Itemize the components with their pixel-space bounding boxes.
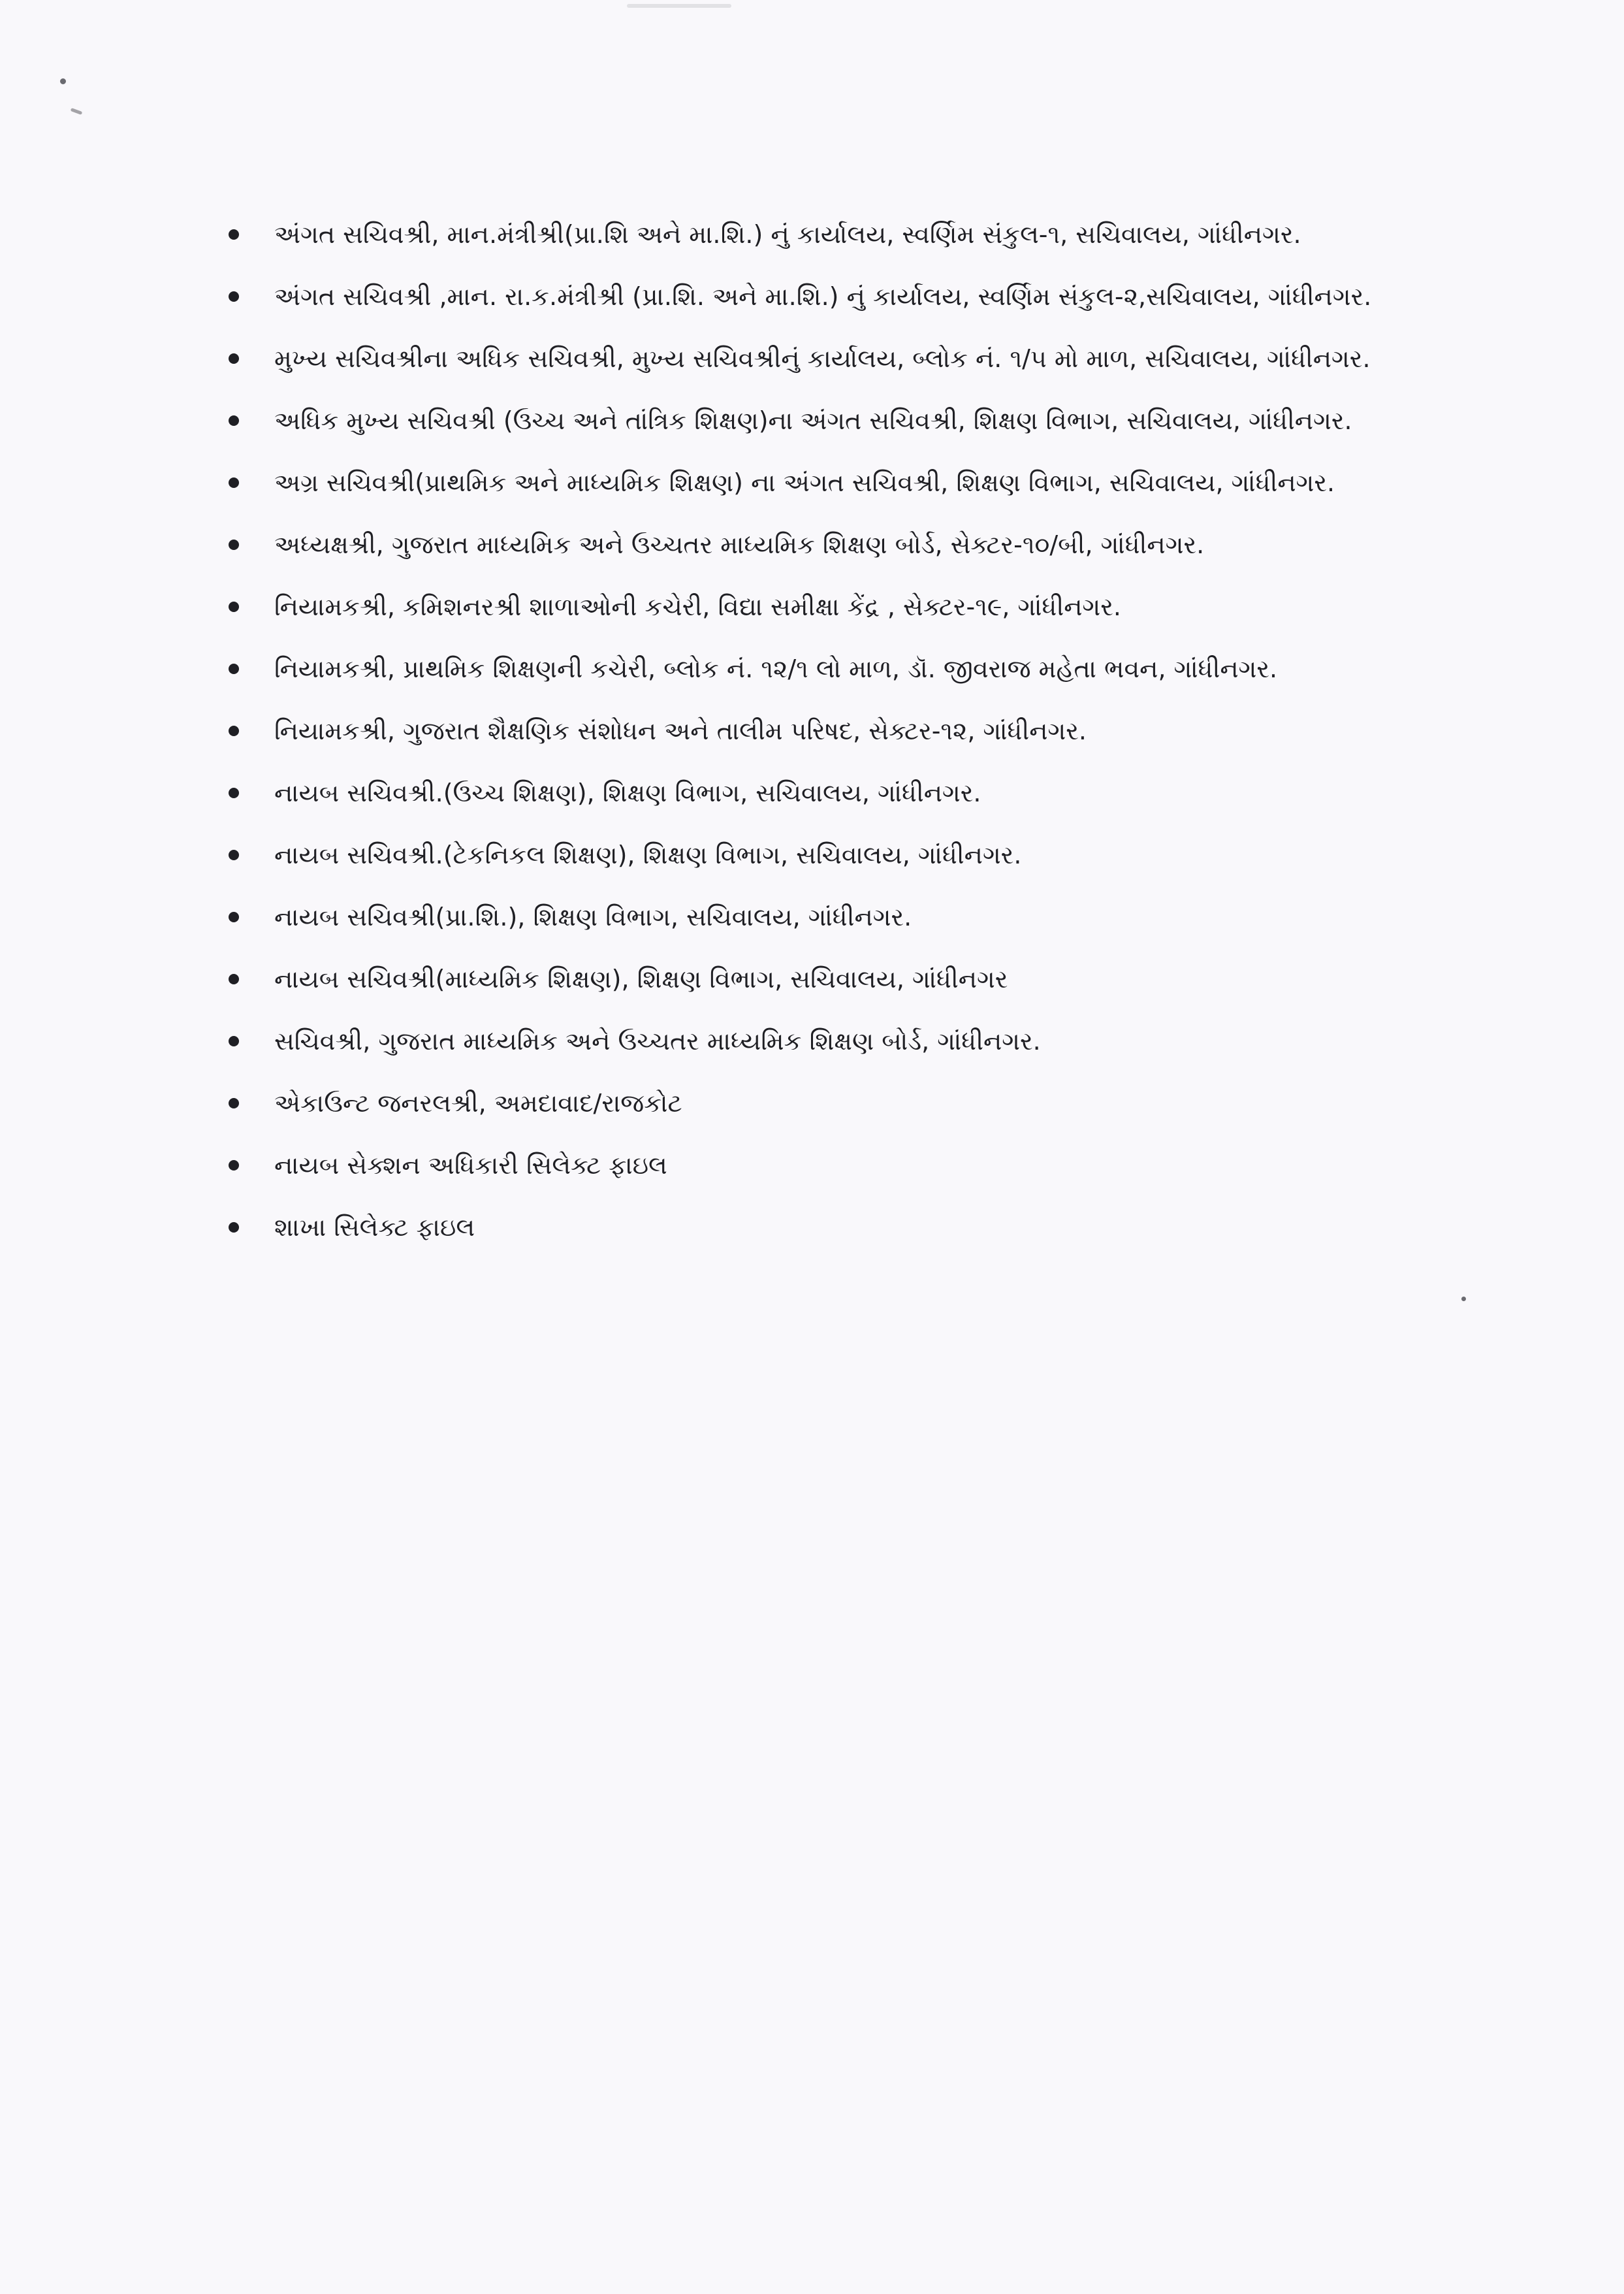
list-item (229, 266, 1574, 328)
bullet-icon (229, 1222, 239, 1233)
list-item (229, 204, 1574, 266)
recipient-text: અંગત સચિવશ્રી ,માન. રા.ક.મંત્રીશ્રી (પ્રા.શિ. અને મા.શિ.) નું કાર્યાલય, સ્વર્ણિમ સંકુલ-૨,સચિવાલય, ગાંધીનગર. (274, 282, 1372, 311)
bullet-icon (229, 850, 239, 860)
list-item (229, 948, 1574, 1010)
list-item (229, 824, 1574, 886)
bullet-icon (229, 415, 239, 426)
bullet-icon (229, 540, 239, 550)
bullet-icon (229, 353, 239, 364)
scan-speck (60, 78, 66, 84)
list-item (229, 1135, 1574, 1197)
recipient-text: નાયબ સચિવશ્રી.(ટેકનિકલ શિક્ષણ), શિક્ષણ વિભાગ, સચિવાલય, ગાંધીનગર. (274, 841, 1022, 869)
recipient-text: અગ્ર સચિવશ્રી(પ્રાથમિક અને માધ્યમિક શિક્ષણ) ના અંગત સચિવશ્રી, શિક્ષણ વિભાગ, સચિવાલય, ગાંધીનગર. (274, 468, 1335, 497)
bullet-icon (229, 1036, 239, 1046)
recipient-text: નિયામકશ્રી, પ્રાથમિક શિક્ષણની કચેરી, બ્લોક નં. ૧૨/૧ લો માળ, ડૉ. જીવરાજ મહેતા ભવન, ગાંધીનગર. (274, 654, 1278, 683)
list-item (229, 1010, 1574, 1073)
list-item (229, 514, 1574, 576)
list-item (229, 576, 1574, 638)
scan-smudge (627, 4, 731, 8)
bullet-icon (229, 788, 239, 798)
bullet-icon (229, 1098, 239, 1108)
scan-speck (1461, 1297, 1466, 1301)
bullet-icon (229, 664, 239, 674)
list-item (229, 886, 1574, 948)
recipient-text: અંગત સચિવશ્રી, માન.મંત્રીશ્રી(પ્રા.શિ અને મા.શિ.) નું કાર્યાલય, સ્વર્ણિમ સંકુલ-૧, સચિવાલય, ગાંધીનગર. (274, 220, 1301, 249)
bullet-icon (229, 229, 239, 240)
recipient-text: શાખા સિલેક્ટ ફાઇલ (274, 1213, 475, 1242)
recipient-text: નાયબ સચિવશ્રી.(ઉચ્ચ શિક્ષણ), શિક્ષણ વિભાગ, સચિવાલય, ગાંધીનગર. (274, 779, 981, 807)
bullet-icon (229, 726, 239, 736)
list-item (229, 390, 1574, 452)
list-item (229, 700, 1574, 762)
recipient-text: અધ્યક્ષશ્રી, ગુજરાત માધ્યમિક અને ઉચ્ચતર માધ્યમિક શિક્ષણ બોર્ડ, સેક્ટર-૧૦/બી, ગાંધીનગર. (274, 530, 1205, 559)
bullet-icon (229, 602, 239, 612)
recipient-text: મુખ્ય સચિવશ્રીના અધિક સચિવશ્રી, મુખ્ય સચિવશ્રીનું કાર્યાલય, બ્લોક નં. ૧/૫ મો માળ, સચિવાલય, ગાંધીનગર. (274, 344, 1371, 373)
list-item (229, 328, 1574, 390)
recipient-text: નિયામકશ્રી, ગુજરાત શૈક્ષણિક સંશોધન અને તાલીમ પરિષદ, સેક્ટર-૧૨, ગાંધીનગર. (274, 717, 1087, 745)
recipient-text: નાયબ સેક્શન અધિકારી સિલેક્ટ ફાઇલ (274, 1151, 667, 1180)
list-item (229, 638, 1574, 700)
list-item (229, 762, 1574, 824)
recipient-list (229, 204, 1574, 1259)
bullet-icon (229, 974, 239, 984)
recipient-text: નિયામકશ્રી, કમિશનરશ્રી શાળાઓની કચેરી, વિદ્યા સમીક્ષા કેંદ્ર , સેક્ટર-૧૯, ગાંધીનગર. (274, 592, 1121, 621)
recipient-text: એકાઉન્ટ જનરલશ્રી, અમદાવાદ/રાજકોટ (274, 1089, 682, 1118)
list-item (229, 452, 1574, 514)
recipient-text: અધિક મુખ્ય સચિવશ્રી (ઉચ્ચ અને તાંત્રિક શિક્ષણ)ના અંગત સચિવશ્રી, શિક્ષણ વિભાગ, સચિવાલય, ગાંધીનગર. (274, 406, 1352, 435)
bullet-icon (229, 1160, 239, 1171)
bullet-icon (229, 477, 239, 488)
list-item (229, 1197, 1574, 1259)
list-item (229, 1073, 1574, 1135)
bullet-icon (229, 291, 239, 302)
scan-speck (71, 108, 83, 115)
bullet-icon (229, 912, 239, 922)
recipient-text: નાયબ સચિવશ્રી(પ્રા.શિ.), શિક્ષણ વિભાગ, સચિવાલય, ગાંધીનગર. (274, 903, 912, 931)
recipient-text: સચિવશ્રી, ગુજરાત માધ્યમિક અને ઉચ્ચતર માધ્યમિક શિક્ષણ બોર્ડ, ગાંધીનગર. (274, 1027, 1041, 1056)
recipient-text: નાયબ સચિવશ્રી(માધ્યમિક શિક્ષણ), શિક્ષણ વિભાગ, સચિવાલય, ગાંધીનગર (274, 965, 1008, 994)
